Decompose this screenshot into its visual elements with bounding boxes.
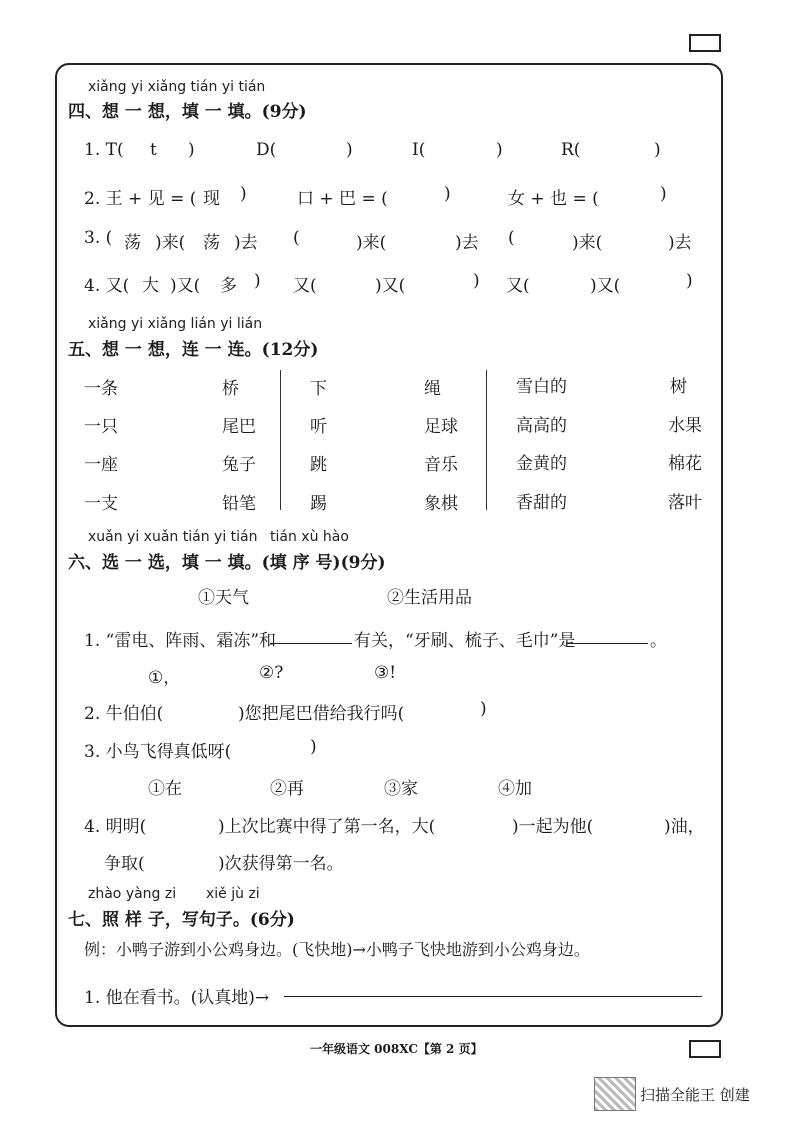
answer-blank[interactable] <box>566 625 648 644</box>
match-item[interactable]: 尾巴 <box>222 417 256 437</box>
answer-filled: 大 <box>142 276 159 296</box>
match-item[interactable]: 音乐 <box>424 455 458 475</box>
match-item[interactable]: 落叶 <box>668 493 702 513</box>
answer-blank[interactable] <box>270 625 352 644</box>
option: ①， <box>148 668 181 688</box>
corner-box-bottom <box>689 1040 721 1058</box>
option: ②? <box>259 663 284 683</box>
match-item[interactable]: 树 <box>670 377 687 397</box>
match-item[interactable]: 兔子 <box>222 455 256 475</box>
option: ①在 <box>148 779 182 799</box>
option: ④加 <box>498 779 532 799</box>
match-item[interactable]: 金黄的 <box>516 454 567 474</box>
match-item[interactable]: 一座 <box>84 455 118 475</box>
column-divider <box>486 370 487 510</box>
sec5-pinyin: xiǎng yi xiǎng lián yi lián <box>88 316 263 332</box>
sec6-pinyin-2: tián xù hào <box>270 529 349 545</box>
match-item[interactable]: 足球 <box>424 417 458 437</box>
match-item[interactable]: 跳 <box>310 455 327 475</box>
match-item[interactable]: 象棋 <box>424 494 458 514</box>
sec7-pinyin: zhào yàng zi <box>88 886 177 902</box>
page-footer: 一年级语文 008XC【第 2 页】 <box>310 1042 483 1056</box>
sec7-title: 七、照 样 子，写句子。(6分) <box>68 910 295 930</box>
match-item[interactable]: 一支 <box>84 494 118 514</box>
match-item[interactable]: 香甜的 <box>516 493 567 513</box>
match-item[interactable]: 雪白的 <box>516 377 567 397</box>
sec7-pinyin-2: xiě jù zi <box>206 886 260 902</box>
match-item[interactable]: 一条 <box>84 379 118 399</box>
sec6-title: 六、选 一 选，填 一 填。(填 序 号)(9分) <box>68 553 386 573</box>
corner-box-top <box>689 34 721 52</box>
match-item[interactable]: 下 <box>310 379 327 399</box>
answer-filled: 荡 <box>203 233 220 253</box>
option: ①天气 <box>198 588 249 608</box>
option: ②生活用品 <box>387 588 472 608</box>
answer-filled: 荡 <box>124 233 141 253</box>
match-item[interactable]: 一只 <box>84 417 118 437</box>
match-item[interactable]: 桥 <box>222 379 239 399</box>
sec5-title: 五、想 一 想，连 一 连。(12分) <box>68 340 319 360</box>
match-item[interactable]: 棉花 <box>668 454 702 474</box>
option: ③家 <box>384 779 418 799</box>
option: ②再 <box>270 779 304 799</box>
sec6-pinyin: xuǎn yi xuǎn tián yi tián <box>88 529 258 545</box>
match-item[interactable]: 铅笔 <box>222 494 256 514</box>
answer-line[interactable] <box>284 978 702 997</box>
column-divider <box>280 370 281 510</box>
match-item[interactable]: 踢 <box>310 494 327 514</box>
answer-filled: 多 <box>220 276 237 296</box>
option: ③! <box>374 663 397 683</box>
scanner-logo <box>594 1077 636 1111</box>
match-item[interactable]: 高高的 <box>516 416 567 436</box>
match-item[interactable]: 听 <box>310 417 327 437</box>
match-item[interactable]: 水果 <box>668 416 702 436</box>
sec7-example: 例：小鸭子游到小公鸡身边。(飞快地)→小鸭子飞快地游到小公鸡身边。 <box>84 940 590 959</box>
scanner-brand: 扫描全能王 创建 <box>640 1086 750 1104</box>
sec4-pinyin: xiǎng yi xiǎng tián yi tián <box>88 79 266 95</box>
match-item[interactable]: 绳 <box>424 379 441 399</box>
sec4-title: 四、想 一 想，填 一 填。(9分) <box>68 102 307 122</box>
answer-filled: 现 <box>203 189 220 209</box>
answer-filled: t <box>150 140 157 160</box>
